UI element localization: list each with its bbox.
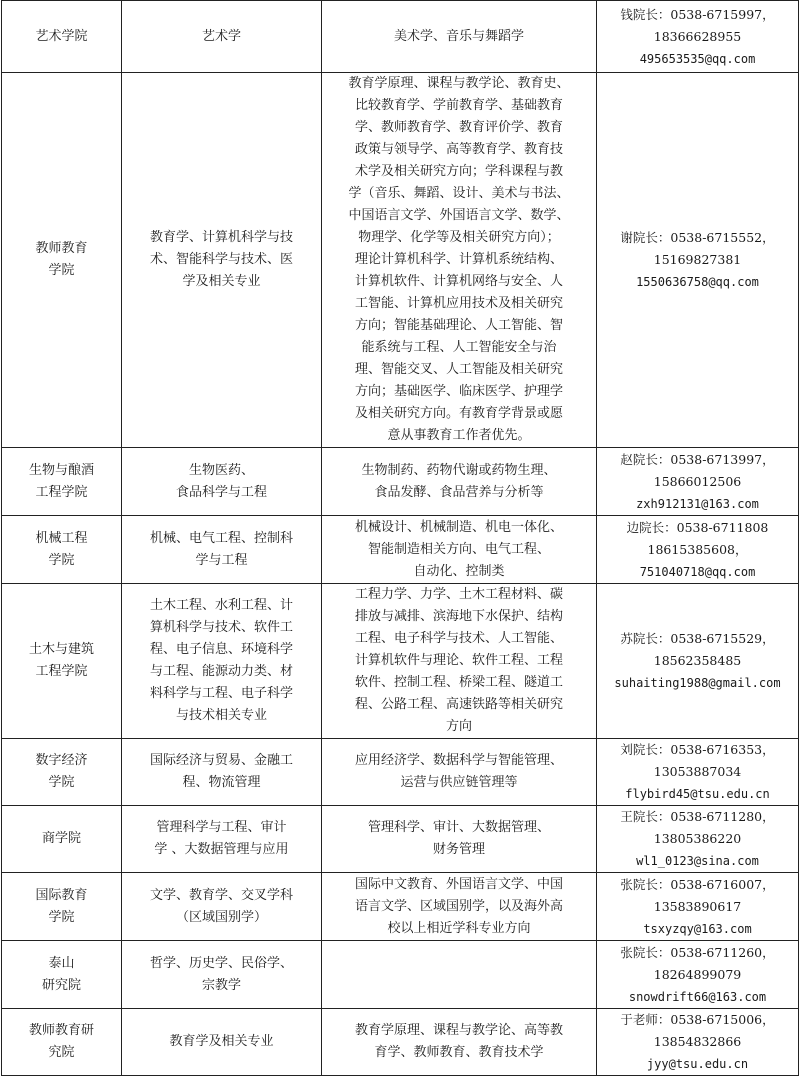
college-line: 艺术学院	[35, 28, 88, 44]
college-cell	[2, 806, 122, 873]
discipline-line: 教育学、计算机科学与技	[149, 230, 293, 245]
contact-line: 15169827381	[653, 252, 742, 267]
major-cell	[322, 739, 597, 806]
contact-line: suhaiting1988@gmail.com	[614, 676, 781, 690]
discipline-line: 食品科学与工程	[175, 484, 267, 500]
college-cell	[2, 448, 122, 516]
contact-line: 张院长：0538-6716007，	[620, 876, 775, 892]
contact-line: snowdrift66@163.com	[628, 989, 767, 1004]
major-line: 生物制药、药物代谢或药物生理、	[361, 462, 557, 478]
major-line: 自动化、控制类	[413, 563, 505, 579]
college-line: 究院	[48, 1045, 75, 1060]
discipline-line: 宗教学	[201, 977, 241, 993]
discipline-line: 与技术相关专业	[175, 708, 267, 723]
table-row	[2, 941, 799, 1009]
contact-line: wl1_0123@sina.com	[636, 854, 759, 868]
discipline-line: 艺术学	[201, 28, 241, 44]
discipline-line: 学及相关专业	[182, 274, 261, 289]
major-line: 食品发酵、食品营养与分析等	[374, 484, 544, 500]
discipline-line: 与工程、能源动力类、材	[149, 664, 293, 679]
discipline-line: 哲学、历史学、民俗学、	[149, 955, 293, 971]
college-cell	[2, 1009, 122, 1076]
college-line: 商学院	[41, 831, 81, 846]
major-line: 智能制造相关方向、电气工程、	[367, 541, 550, 557]
discipline-cell	[122, 584, 322, 739]
major-line: 计算机软件、计算机网络与安全、人	[354, 274, 563, 289]
major-line: 理论计算机科学、计算机系统结构、	[354, 252, 563, 267]
discipline-line: 程、电子信息、环境科学	[149, 642, 293, 657]
major-line: 及相关研究方向。有教育学背景或愿	[354, 406, 563, 421]
major-line: 国际中文教育、外国语言文学、中国	[354, 876, 563, 892]
discipline-line: 国际经济与贸易、金融工	[149, 753, 293, 768]
discipline-line: 机械、电气工程、控制科	[149, 530, 293, 546]
contact-cell	[597, 806, 799, 873]
discipline-cell	[122, 806, 322, 873]
contact-line: tsxyzqy@163.com	[643, 921, 752, 936]
contact-line: 13583890617	[653, 898, 742, 914]
college-line: 研究院	[41, 977, 81, 993]
discipline-line: 教育学及相关专业	[169, 1034, 274, 1049]
discipline-cell	[122, 1009, 322, 1076]
discipline-cell	[122, 941, 322, 1009]
major-cell	[322, 806, 597, 873]
college-cell	[2, 1, 122, 73]
major-cell	[322, 584, 597, 739]
contact-line: 苏院长：0538-6715529，	[620, 631, 775, 646]
recruitment-table	[1, 0, 799, 1076]
college-cell	[2, 516, 122, 584]
major-line: 教育学原理、课程与教学论、教育史、	[348, 76, 570, 91]
college-line: 生物与酿酒	[28, 462, 94, 478]
discipline-line: 术、智能科学与技术、医	[149, 252, 293, 267]
contact-line: 13805386220	[653, 831, 742, 846]
major-line: 管理科学、审计、大数据管理、	[367, 820, 550, 835]
major-cell	[322, 1009, 597, 1076]
contact-line: 赵院长：0538-6713997，	[620, 451, 775, 467]
contact-line: 张院长：0538-6711260，	[620, 944, 775, 960]
major-cell	[322, 873, 597, 941]
college-line: 泰山	[48, 955, 75, 971]
college-line: 教师教育	[35, 241, 88, 256]
discipline-line: 文学、教育学、交叉学科	[149, 887, 293, 903]
major-cell	[322, 1, 597, 73]
major-line: 学（音乐、舞蹈、设计、美术与书法、	[348, 186, 570, 201]
discipline-line: 学 、大数据管理与应用	[154, 842, 289, 857]
contact-cell	[597, 584, 799, 739]
major-line: 方向	[445, 719, 472, 734]
discipline-cell	[122, 448, 322, 516]
major-line: 应用经济学、数据科学与智能管理、	[354, 753, 563, 768]
college-cell	[2, 873, 122, 941]
major-cell	[322, 73, 597, 448]
discipline-cell	[122, 873, 322, 941]
discipline-line: 土木工程、水利工程、计	[149, 598, 293, 613]
contact-line: 于老师：0538-6715006，	[620, 1012, 775, 1027]
major-line: 理、智能交叉、人工智能及相关研究	[354, 362, 563, 377]
contact-cell	[597, 448, 799, 516]
contact-line: 1550636758@qq.com	[636, 275, 759, 289]
discipline-line: （区域国别学）	[175, 909, 267, 925]
college-line: 工程学院	[35, 484, 88, 500]
college-line: 学院	[48, 909, 75, 925]
college-cell	[2, 739, 122, 806]
contact-line: 边院长：0538-6711808	[626, 519, 769, 535]
major-line: 教育学原理、课程与教学论、高等教	[354, 1023, 563, 1038]
major-line: 程、公路工程、高速铁路等相关研究	[354, 697, 563, 712]
college-line: 教师教育研	[28, 1023, 94, 1038]
table-row	[2, 739, 799, 806]
contact-line: 18264899079	[653, 966, 742, 982]
contact-cell	[597, 1009, 799, 1076]
major-line: 术学及相关研究方向；学科课程与教	[354, 164, 563, 179]
table-row	[2, 73, 799, 448]
major-line: 育学、教师教育、教育技术学	[374, 1045, 544, 1060]
college-cell	[2, 584, 122, 739]
major-line: 财务管理	[432, 842, 485, 857]
major-cell	[322, 941, 597, 1009]
major-line: 中国语言文学、外国语言文学、数学、	[348, 208, 570, 223]
major-cell	[322, 516, 597, 584]
contact-line: 钱院长：0538-6715997，	[620, 6, 775, 22]
college-cell	[2, 941, 122, 1009]
major-line: 排放与减排、滨海地下水保护、结构	[354, 609, 563, 624]
major-line: 工程力学、力学、土木工程材料、碳	[354, 587, 563, 602]
contact-cell	[597, 516, 799, 584]
major-line: 计算机软件与理论、软件工程、工程	[354, 653, 563, 668]
contact-line: 495653535@qq.com	[639, 51, 756, 66]
major-line: 政策与领导学、高等教育学、教育技	[354, 142, 563, 157]
contact-line: 18366628955	[653, 28, 742, 44]
major-line: 能系统与工程、人工智能安全与治	[361, 340, 557, 355]
major-line: 学、教师教育学、教育评价学、教育	[354, 120, 563, 135]
contact-cell	[597, 739, 799, 806]
major-line: 运营与供应链管理等	[400, 775, 518, 790]
discipline-cell	[122, 73, 322, 448]
discipline-cell	[122, 516, 322, 584]
major-cell	[322, 448, 597, 516]
college-line: 国际教育	[35, 887, 88, 903]
college-line: 土木与建筑	[28, 642, 94, 657]
major-line: 语言文学、区域国别学，以及海外高	[354, 898, 563, 914]
contact-line: 刘院长：0538-6716353，	[620, 742, 775, 757]
college-line: 数字经济	[35, 753, 88, 768]
discipline-line: 生物医药、	[188, 462, 254, 478]
table-row	[2, 448, 799, 516]
major-line: 方向；基础医学、临床医学、护理学	[354, 384, 563, 399]
major-line: 机械设计、机械制造、机电一体化、	[354, 519, 563, 535]
contact-line: 13854832866	[653, 1034, 742, 1049]
major-line: 工智能、计算机应用技术及相关研究	[354, 296, 563, 311]
contact-line: zxh912131@163.com	[636, 496, 759, 511]
contact-line: 谢院长：0538-6715552，	[620, 230, 775, 245]
college-line: 学院	[48, 552, 75, 568]
discipline-line: 料科学与工程、电子科学	[149, 686, 293, 701]
contact-cell	[597, 1, 799, 73]
contact-line: 18562358485	[653, 653, 742, 668]
major-line: 美术学、音乐与舞蹈学	[393, 28, 524, 44]
major-line: 比较教育学、学前教育学、基础教育	[354, 98, 563, 113]
college-cell	[2, 73, 122, 448]
contact-cell	[597, 73, 799, 448]
table-row	[2, 806, 799, 873]
table-row	[2, 1, 799, 73]
contact-line: flybird45@tsu.edu.cn	[625, 787, 770, 801]
contact-cell	[597, 941, 799, 1009]
table-body	[2, 1, 799, 1076]
major-line: 意从事教育工作者优先。	[387, 428, 531, 443]
contact-line: 王院长：0538-6711280，	[620, 809, 775, 824]
table-row	[2, 584, 799, 739]
major-line: 校以上相近学科专业方向	[387, 920, 531, 936]
table-row	[2, 516, 799, 584]
discipline-line: 管理科学与工程、审计	[156, 820, 287, 835]
table-row	[2, 1009, 799, 1076]
discipline-line: 学与工程	[195, 552, 248, 568]
contact-line: 18615385608，	[647, 541, 748, 557]
major-line: 物理学、化学等及相关研究方向）；	[358, 230, 560, 245]
college-line: 学院	[48, 263, 75, 278]
college-line: 机械工程	[35, 530, 88, 546]
major-line: 方向；智能基础理论、人工智能、智	[354, 318, 563, 333]
major-line: 软件、控制工程、桥梁工程、隧道工	[354, 675, 563, 690]
contact-line: 751040718@qq.com	[639, 564, 756, 579]
contact-line: 15866012506	[653, 473, 742, 489]
college-line: 学院	[48, 775, 75, 790]
discipline-cell	[122, 1, 322, 73]
discipline-line: 算机科学与技术、软件工	[149, 620, 293, 635]
discipline-line: 程、物流管理	[182, 775, 261, 790]
contact-line: jyy@tsu.edu.cn	[646, 1057, 749, 1071]
college-line: 工程学院	[35, 664, 88, 679]
contact-cell	[597, 873, 799, 941]
discipline-cell	[122, 739, 322, 806]
major-line: 工程、电子科学与技术、人工智能、	[354, 631, 563, 646]
table-row	[2, 873, 799, 941]
contact-line: 13053887034	[653, 764, 742, 779]
